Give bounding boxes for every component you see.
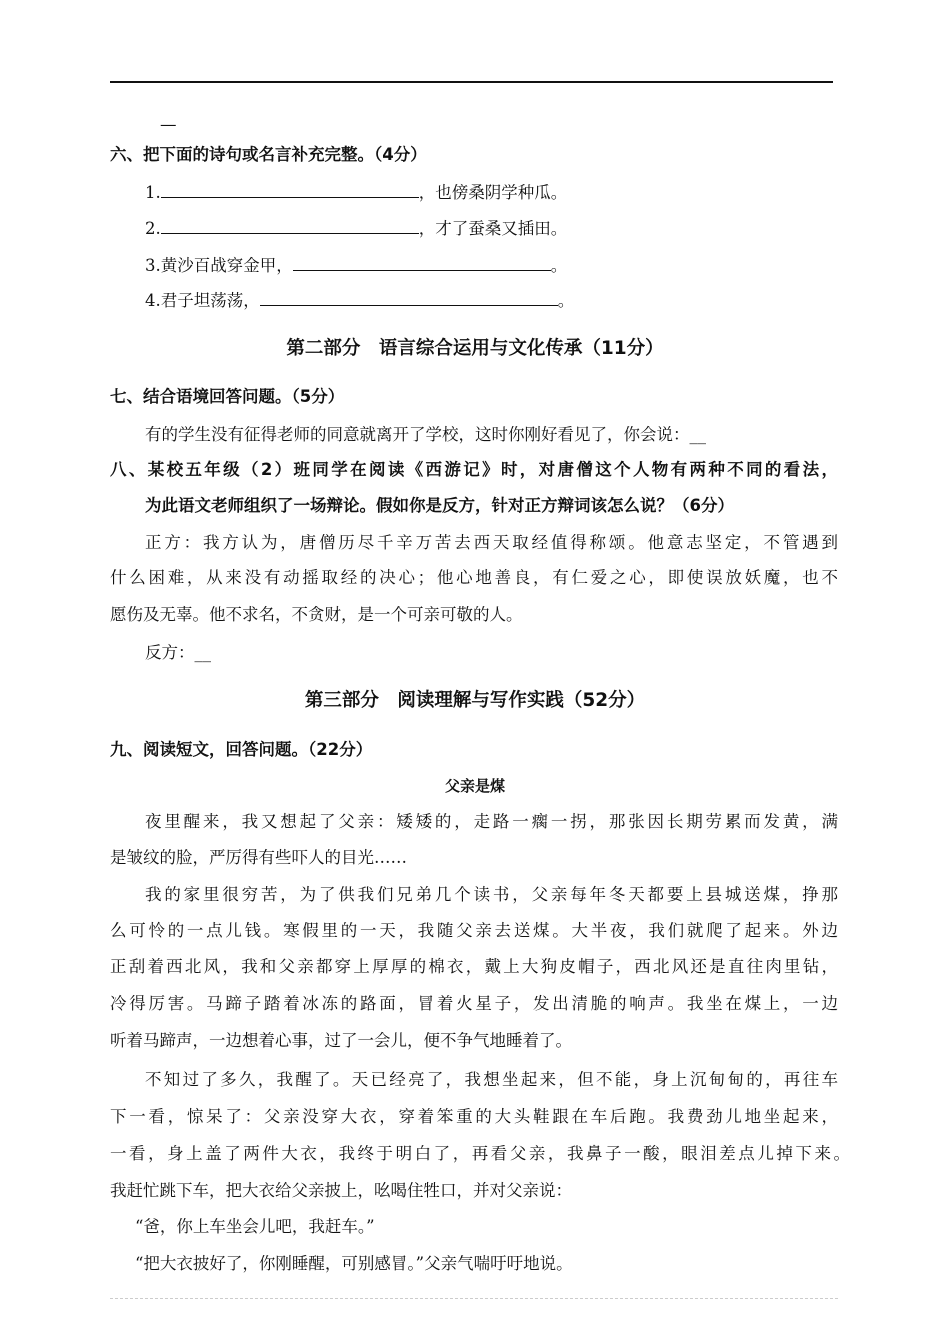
answer-blank[interactable] [293,254,551,271]
q6-item-4 [145,289,574,312]
q8-answer: 反方：__ [145,643,211,662]
passage-line: 正刮着西北风，我和父亲都穿上厚厚的棉衣，戴上大狗皮帽子，西北风还是直往肉里钻， [110,957,838,976]
item-text: ，也傍桑阴学种瓜。 [418,183,568,202]
q8-line: 什么困难，从来没有动摇取经的决心；他心地善良，有仁爱之心，即使误放妖魔，也不 [110,568,838,587]
passage-line: 下一看，惊呆了：父亲没穿大衣，穿着笨重的大头鞋跟在车后跑。我费劲儿地坐起来， [110,1107,838,1126]
q6-heading: 六、把下面的诗句或名言补充完整。（4分） [110,145,427,164]
header-rule [110,81,833,83]
answer-blank[interactable] [161,217,419,234]
passage-line: 是皱纹的脸，严厉得有些吓人的目光…… [110,848,407,867]
passage-line: “爸，你上车坐会儿吧，我赶车。” [135,1217,375,1236]
passage-line: 一看，身上盖了两件大衣，我终于明白了，再看父亲，我鼻子一酸，眼泪差点儿掉下来。 [110,1144,850,1163]
passage-line: 我赶忙跳下车，把大衣给父亲披上，吆喝住牲口，并对父亲说： [110,1181,572,1200]
passage-line: 不知过了多久，我醒了。天已经亮了，我想坐起来，但不能，身上沉甸甸的，再往车 [145,1070,838,1089]
item-prefix: 2. [145,219,161,238]
item-prefix: 4.君子坦荡荡， [145,291,260,310]
q8-line: 愿伤及无辜。他不求名，不贪财，是一个可亲可敬的人。 [110,605,523,624]
item-text: 。 [557,291,575,310]
footer-rule [110,1298,838,1299]
q6-item-1 [145,181,567,204]
passage-line: 听着马蹄声，一边想着心事，过了一会儿，便不争气地睡着了。 [110,1031,572,1050]
q6-item-2 [145,217,567,240]
item-prefix: 3.黄沙百战穿金甲， [145,256,293,275]
item-text: ，才了蚕桑又插田。 [418,219,568,238]
q8-heading-line2: 为此语文老师组织了一场辩论。假如你是反方，针对正方辩词该怎么说？（6分） [145,496,734,515]
answer-blank[interactable] [260,289,558,306]
passage-line: “把大衣披好了，你刚睡醒，可别感冒。”父亲气喘吁吁地说。 [135,1254,573,1273]
q7-text: 有的学生没有征得老师的同意就离开了学校，这时你刚好看见了，你会说：__ [145,425,706,444]
q8-line: 正方：我方认为，唐僧历尽千辛万苦去西天取经值得称颂。他意志坚定，不管遇到 [145,533,838,552]
passage-line: 冷得厉害。马蹄子踏着冰冻的路面，冒着火星子，发出清脆的响声。我坐在煤上，一边 [110,994,838,1013]
q8-heading-line1: 八、某校五年级（2）班同学在阅读《西游记》时，对唐僧这个人物有两种不同的看法， [110,460,838,479]
stray-mark: — [160,115,177,134]
q9-heading: 九、阅读短文，回答问题。（22分） [110,740,373,759]
part3-heading: 第三部分 阅读理解与写作实践（52分） [304,690,646,711]
passage-line: 夜里醒来，我又想起了父亲：矮矮的，走路一瘸一拐，那张因长期劳累而发黄，满 [145,812,838,831]
passage-title: 父亲是煤 [444,777,505,795]
passage-line: 我的家里很穷苦，为了供我们兄弟几个读书，父亲每年冬天都要上县城送煤，挣那 [145,885,838,904]
q7-heading: 七、结合语境回答问题。（5分） [110,387,345,406]
answer-blank[interactable] [161,181,419,198]
item-text: 。 [550,256,568,275]
item-prefix: 1. [145,183,161,202]
q6-item-3 [145,254,567,277]
passage-line: 么可怜的一点儿钱。寒假里的一天，我随父亲去送煤。大半夜，我们就爬了起来。外边 [110,921,838,940]
part2-heading: 第二部分 语言综合运用与文化传承（11分） [286,338,664,359]
